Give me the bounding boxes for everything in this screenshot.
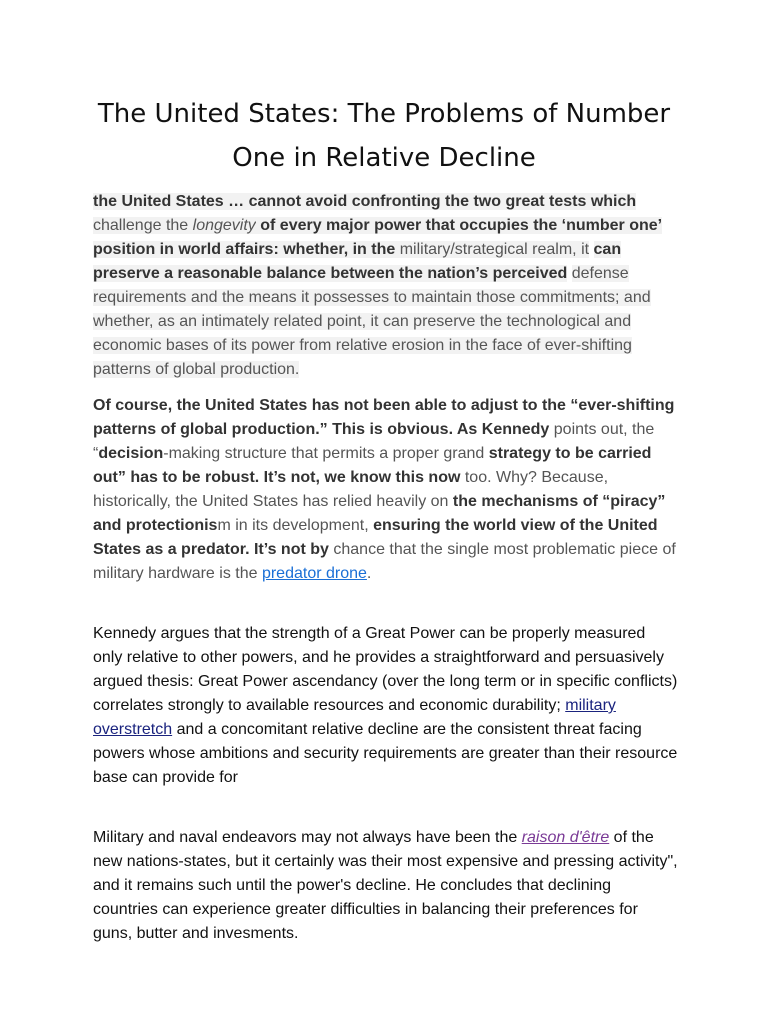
commentary-text-4: -making structure that permits a proper grand xyxy=(163,445,485,462)
quote-text-bold-3: can preserve a reasonable balance between the nation’s perceived xyxy=(93,241,622,282)
military-overstretch-link[interactable]: military overstretch xyxy=(93,697,616,738)
military-text-1: Military and naval endeavors may not always have been the xyxy=(93,829,522,846)
raison-detre-link[interactable]: raison d'être xyxy=(521,829,610,846)
predator-drone-link[interactable]: predator drone xyxy=(261,565,367,582)
title-line-2: One in Relative Decline xyxy=(232,143,536,173)
commentary-text-11: . xyxy=(366,565,372,582)
commentary-paragraph xyxy=(93,394,678,586)
commentary-text-2: points out, the “ xyxy=(93,421,655,462)
commentary-text-6: too. Why? Because, historically, the United States has relied heavily on xyxy=(93,469,609,510)
kennedy-text-1: Kennedy argues that the strength of a Great Power can be properly measured only relative to other powers, and he provides a straightforward and persuasively argued thesis: Great Power ascendancy (over the long term or in specific conflicts) correlates strongly to available resources and economic durability; xyxy=(93,625,678,714)
kennedy-text-2: and a concomitant relative decline are the consistent threat facing powers whose ambitions and security requirements are greater than their resource base can provide for xyxy=(93,721,678,786)
quote-text-2: military/strategical realm, it xyxy=(395,241,590,258)
commentary-text-9: ensuring the world view of the United States as a predator. It’s not by xyxy=(93,517,658,558)
commentary-text-5: strategy to be carried out” has to be robust. It’s not, we know this now xyxy=(93,445,652,486)
quote-text-3: defense requirements and the means it possesses to maintain those commitments; and whether, as an intimately related point, it can preserve the technological and economic bases of its power from relative erosion in the face of ever-shifting patterns of global production. xyxy=(93,265,651,378)
commentary-text-8: m in its development, xyxy=(217,517,369,534)
kennedy-paragraph xyxy=(93,622,678,790)
commentary-text-1: Of course, the United States has not been able to adjust to the “ever-shifting patterns of global production.” This is obvious. As Kennedy xyxy=(93,397,675,438)
commentary-text-7: the mechanisms of “piracy” and protectionis xyxy=(93,493,666,534)
commentary-text-10: chance that the single most problematic piece of military hardware is the xyxy=(93,541,676,582)
quote-emphasis-longevity: longevity xyxy=(192,217,256,234)
military-paragraph xyxy=(93,826,678,946)
quote-text-bold-1: the United States … cannot avoid confronting the two great tests which xyxy=(93,193,637,210)
quote-text-bold-2: of every major power that occupies the ‘number one’ position in world affairs: whether, in the xyxy=(93,217,663,258)
quote-text-1: challenge the xyxy=(93,217,193,234)
commentary-text-3: decision xyxy=(98,445,164,462)
military-text-2: of the new nations-states, but it certainly was their most expensive and pressing activity", and it remains such until the power's decline. He concludes that declining countries can experience greater difficulties in balancing their preferences for guns, butter and invesments. xyxy=(93,829,678,942)
title-line-1: The United States: The Problems of Number xyxy=(97,99,671,129)
quote-paragraph xyxy=(93,190,678,382)
page-title xyxy=(60,92,708,180)
